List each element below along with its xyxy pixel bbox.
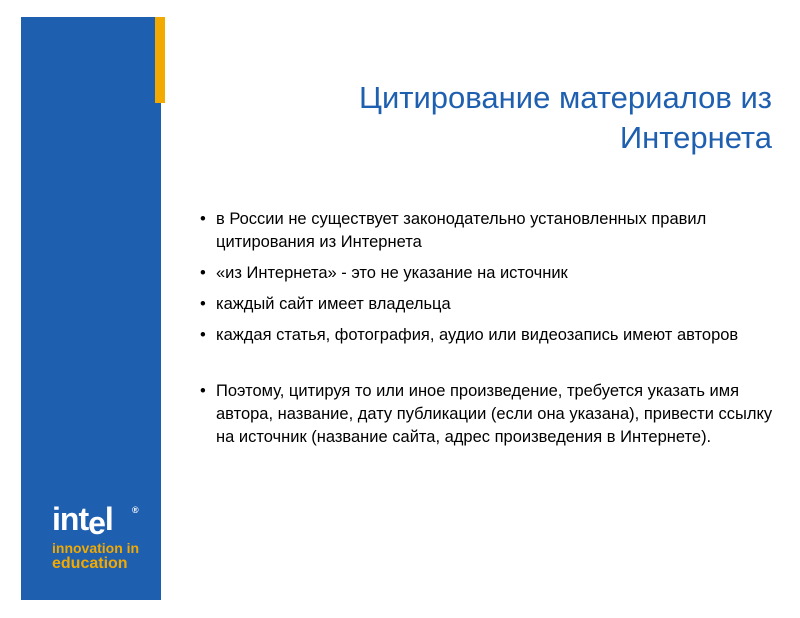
bullet-item <box>200 262 775 285</box>
slide-title-line-2: Интернета <box>619 120 772 155</box>
intel-wordmark <box>52 501 138 541</box>
bullet-marker: • <box>200 382 206 400</box>
intel-logo <box>52 502 139 572</box>
logo-tagline <box>52 540 139 572</box>
bullet-text: «из Интернета» - это не указание на источник <box>216 264 568 282</box>
bullet-item <box>200 324 775 347</box>
bullet-text: Поэтому, цитируя то или иное произведение, требуется указать имя автора, название, дату публикации (если она указана), привести ссылку на источник (название сайта, адрес произведения в Интернете). <box>216 382 773 446</box>
slide-title-line-1: Цитирование материалов из <box>359 80 772 115</box>
tagline-line-1: innovation in <box>52 540 140 556</box>
bullet-marker: • <box>200 326 206 344</box>
tagline-line-2: education <box>52 555 128 572</box>
bullet-item-conclusion <box>200 380 775 449</box>
logo-word-start: int <box>52 501 89 537</box>
bullet-list <box>200 208 775 457</box>
logo-word-dropped-e: e <box>88 505 105 541</box>
bullet-text: каждый сайт имеет владельца <box>216 295 451 313</box>
accent-stripe <box>155 17 165 103</box>
bullet-item <box>200 293 775 316</box>
registered-mark: ® <box>132 505 138 515</box>
slide-title <box>232 78 772 158</box>
bullet-text: в России не существует законодательно установленных правил цитирования из Интернета <box>216 210 707 251</box>
bullet-marker: • <box>200 210 206 228</box>
logo-word-end: l <box>104 501 113 537</box>
bullet-text: каждая статья, фотография, аудио или видеозапись имеют авторов <box>216 326 739 344</box>
bullet-marker: • <box>200 264 206 282</box>
bullet-marker: • <box>200 295 206 313</box>
bullet-item <box>200 208 775 254</box>
